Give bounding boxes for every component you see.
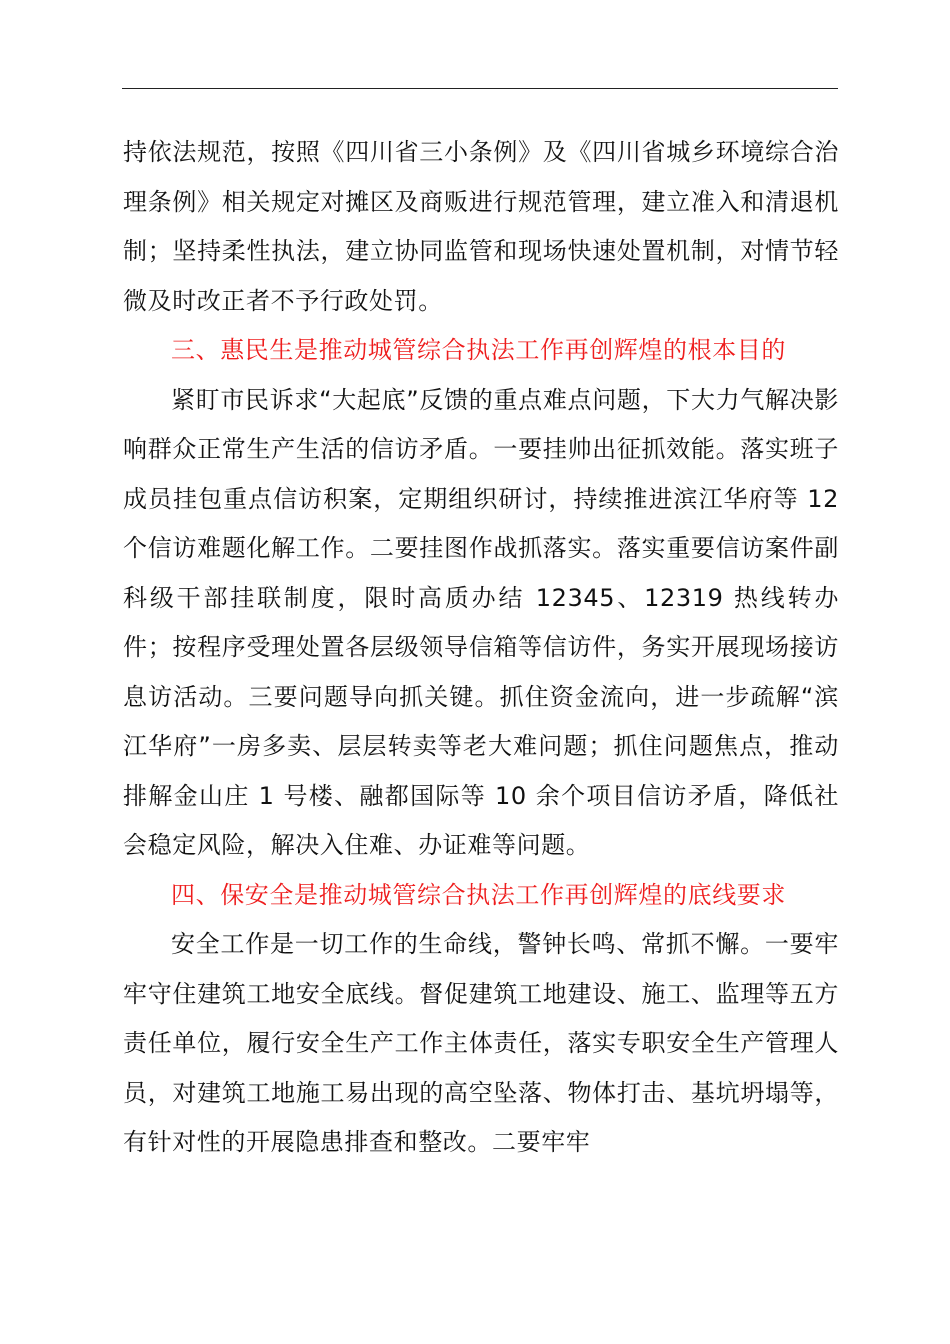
section-heading-three: 三、惠民生是推动城管综合执法工作再创辉煌的根本目的 xyxy=(171,336,786,364)
header-rule xyxy=(122,88,838,89)
paragraph-safety: 安全工作是一切工作的生命线，警钟长鸣、常抓不懈。一要牢牢守住建筑工地安全底线。督促建筑工地建设、施工、监理等五方责任单位，履行安全生产工作主体责任，落实专职安全生产管理人员，对建筑工地施工易出现的高空坠落、物体打击、基坑坍塌等，有针对性的开展隐患排查和整改。二要牢牢 xyxy=(123,930,839,1156)
section-heading-four: 四、保安全是推动城管综合执法工作再创辉煌的底线要求 xyxy=(171,880,786,909)
document-body xyxy=(123,128,839,1168)
paragraph-livelihood: 紧盯市民诉求“大起底”反馈的重点难点问题，下大力气解决影响群众正常生产生活的信访矛盾。一要挂帅出征抓效能。落实班子成员挂包重点信访积案，定期组织研讨，持续推进滨江华府等 12 个信访难题化解工作。二要挂图作战抓落实。落实重要信访案件副科级干部挂联制度，限时高质办结 12345、12319 热线转办件；按程序受理处置各层级领导信箱等信访件，务实开展现场接访息访活动。三要问题导向抓关键。抓住资金流向，进一步疏解“滨江华府”一房多卖、层层转卖等老大难问题；抓住问题焦点，推动排解金山庄 1 号楼、融都国际等 10 余个项目信访矛盾，降低社会稳定风险，解决入住难、办证难等问题。 xyxy=(123,385,839,859)
paragraph-continuation: 持依法规范，按照《四川省三小条例》及《四川省城乡环境综合治理条例》相关规定对摊区及商贩进行规范管理，建立准入和清退机制；坚持柔性执法，建立协同监管和现场快速处置机制，对情节轻微及时改正者不予行政处罚。 xyxy=(123,138,839,315)
